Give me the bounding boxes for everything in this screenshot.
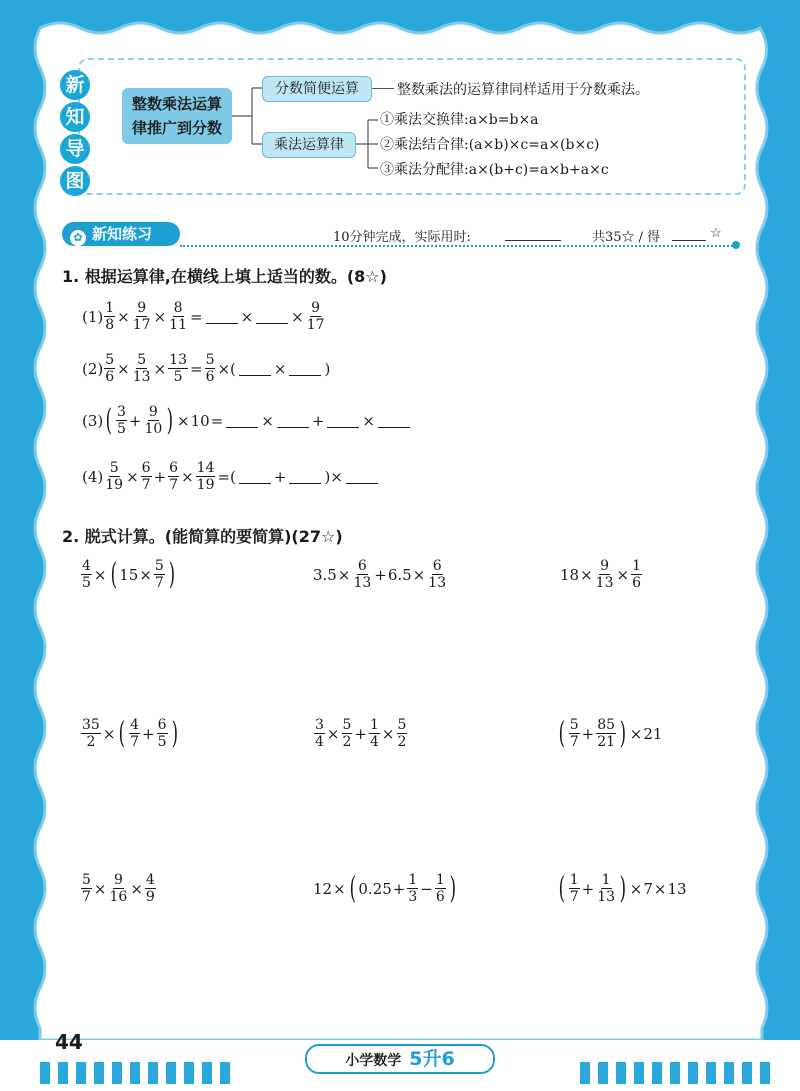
mindmap-root [122,88,232,144]
integer: 10 [190,411,210,430]
q2-problem-4: $\frac{35}{2}$ × ( $\frac{4}{7}$ + $\frac{6}{5}$ ) [82,715,178,751]
numerator: 4 [130,717,140,733]
score-label: 共35☆ / 得 [592,230,661,245]
denominator: 2 [397,734,407,750]
tag-char: 知 [60,102,90,132]
medal-icon: ✿ [70,230,86,246]
time-blank[interactable] [505,240,561,241]
timing-label: 10分钟完成，实际用时: [333,230,471,245]
denominator: 6 [435,889,445,905]
denominator: 7 [569,734,579,750]
item-label: (2) [82,359,104,378]
node-fraction-simplify: 分数简便运算 [262,76,372,102]
divider-end-dot [732,241,740,249]
denominator: 10 [144,421,163,437]
root-line: 律推广到分数 [131,119,222,137]
numerator: 3 [116,404,126,420]
numerator: 5 [109,460,119,476]
denominator: 4 [315,734,324,750]
numerator: 9 [148,404,158,420]
item-label: (3) [82,411,104,430]
q2-problem-7: $\frac{5}{7}$ × $\frac{9}{16}$ × $\frac{4}{9}$ [82,872,155,905]
section-title-pill [62,222,180,246]
decimal: 6.5 [387,565,412,584]
node-multiplication-laws: 乘法运算律 [262,132,356,158]
numerator: 13 [169,352,187,368]
denominator: 7 [154,575,164,591]
law-distributive: ③乘法分配律:a×(b+c)=a×b+a×c [380,162,609,178]
book-subject: 小学数学 [345,1053,402,1069]
numerator: 8 [173,300,183,316]
denominator: 19 [105,477,124,493]
numerator: 5 [569,717,579,733]
denominator: 17 [132,317,151,333]
numerator: 5 [154,558,164,574]
denominator: 8 [105,317,115,333]
denominator: 11 [169,317,187,333]
book-grade: 5升6 [409,1048,455,1070]
q2-problem-5: $\frac{3}{4}$ × $\frac{5}{2}$ + $\frac{1}{4}$ × $\frac{5}{2}$ [315,717,407,750]
answer-blank[interactable] [277,413,309,428]
connector-line [372,88,394,89]
answer-blank[interactable] [346,469,378,484]
q1-item-3: (3) ( $\frac{3}{5}$ + $\frac{9}{10}$ ) × 10 = × + × [82,404,412,437]
numerator: 14 [196,460,215,476]
denominator: 7 [130,734,140,750]
numerator: 9 [113,872,123,888]
integer: 13 [667,879,687,898]
numerator: 5 [342,717,352,733]
q2-problem-2: 3.5 × $\frac{6}{13}$ + 6.5 × $\frac{6}{13}$ [313,558,447,591]
denominator: 5 [82,575,91,591]
denominator: 6 [105,369,115,385]
numerator: 6 [357,558,367,574]
denominator: 9 [145,889,155,905]
denominator: 13 [132,369,151,385]
q1-item-2: (2) $\frac{5}{6}$ × $\frac{5}{13}$ × $\frac{13}{5}$ = $\frac{5}{6}$ ×( × ) [82,352,331,385]
integer: 12 [313,879,333,898]
integer: 18 [560,565,580,584]
numerator: 5 [137,352,147,368]
answer-blank[interactable] [289,469,321,484]
answer-blank[interactable] [289,361,321,376]
answer-blank[interactable] [239,361,271,376]
simplify-description: 整数乘法的运算律同样适用于分数乘法。 [397,82,649,98]
score-blank[interactable] [672,240,706,241]
denominator: 5 [173,369,183,385]
integer: 15 [119,565,139,584]
q2-problem-6: ( $\frac{5}{7}$ + $\frac{85}{21}$ ) × 21 [558,715,663,751]
numerator: 5 [82,872,91,888]
denominator: 4 [370,734,379,750]
answer-blank[interactable] [256,309,288,324]
answer-blank[interactable] [239,469,271,484]
answer-blank[interactable] [226,413,258,428]
denominator: 6 [205,369,215,385]
integer: 21 [643,724,663,743]
numerator: 6 [157,717,167,733]
denominator: 3 [408,889,418,905]
numerator: 1 [105,300,115,316]
denominator: 6 [632,575,641,591]
star-icon: ☆ [710,226,722,241]
numerator: 1 [435,872,445,888]
tag-char: 新 [60,70,90,100]
q1-heading: 1. 根据运算律,在横线上填上适当的数。(8☆) [62,267,387,286]
q1-item-1: (1) $\frac{1}{8}$ × $\frac{9}{17}$ × $\frac{8}{11}$ = × × $\frac{9}{17}$ [82,300,325,333]
q2-problem-1: $\frac{4}{5}$ × ( 15 × $\frac{5}{7}$ ) [82,556,175,592]
denominator: 16 [109,889,128,905]
law-commutative: ①乘法交换律:a×b=b×a [380,112,539,128]
numerator: 4 [145,872,155,888]
q2-heading: 2. 脱式计算。(能简算的要简算)(27☆) [62,527,343,546]
denominator: 2 [342,734,352,750]
denominator: 2 [86,734,96,750]
numerator: 4 [82,558,91,574]
integer: 7 [643,879,653,898]
numerator: 5 [397,717,407,733]
denominator: 7 [569,889,579,905]
denominator: 5 [116,421,126,437]
decimal: 3.5 [313,565,337,584]
section-divider [180,245,736,247]
numerator: 6 [432,558,442,574]
book-title-pill [305,1044,495,1074]
numerator: 5 [105,352,115,368]
numerator: 85 [597,717,616,733]
denominator: 13 [595,575,614,591]
page-number: 44 [55,1030,83,1054]
law-associative: ②乘法结合律:(a×b)×c=a×(b×c) [380,137,600,153]
numerator: 35 [82,717,100,733]
denominator: 7 [141,477,151,493]
section-title: 新知练习 [92,225,153,243]
numerator: 5 [205,352,215,368]
denominator: 17 [306,317,325,333]
numerator: 9 [311,300,321,316]
denominator: 5 [157,734,167,750]
q2-problem-9: ( $\frac{1}{7}$ + $\frac{1}{13}$ ) × 7 × 13 [558,870,687,906]
answer-blank[interactable] [206,309,238,324]
item-label: (4) [82,467,104,486]
numerator: 6 [169,460,179,476]
item-label: (1) [82,307,104,326]
denominator: 13 [353,575,372,591]
numerator: 1 [601,872,611,888]
q1-item-4: (4) $\frac{5}{19}$ × $\frac{6}{7}$ + $\frac{6}{7}$ × $\frac{14}{19}$ =( + )× [82,460,380,493]
answer-blank[interactable] [378,413,410,428]
mindmap-tag [60,70,90,198]
q2-problem-8: 12 × ( 0.25 + $\frac{1}{3}$ − $\frac{1}{6}$ ) [313,870,456,906]
numerator: 1 [632,558,641,574]
numerator: 1 [370,717,379,733]
numerator: 6 [141,460,151,476]
denominator: 7 [82,889,91,905]
decimal: 0.25 [358,879,392,898]
numerator: 9 [137,300,147,316]
denominator: 7 [169,477,179,493]
numerator: 3 [315,717,324,733]
q2-problem-3: 18 × $\frac{9}{13}$ × $\frac{1}{6}$ [560,558,641,591]
denominator: 21 [597,734,616,750]
denominator: 13 [428,575,447,591]
denominator: 13 [597,889,616,905]
root-line: 整数乘法运算 [131,95,222,113]
numerator: 1 [569,872,579,888]
tag-char: 图 [60,166,90,196]
tag-char: 导 [60,134,90,164]
denominator: 19 [196,477,215,493]
numerator: 1 [408,872,418,888]
numerator: 9 [600,558,610,574]
answer-blank[interactable] [327,413,359,428]
